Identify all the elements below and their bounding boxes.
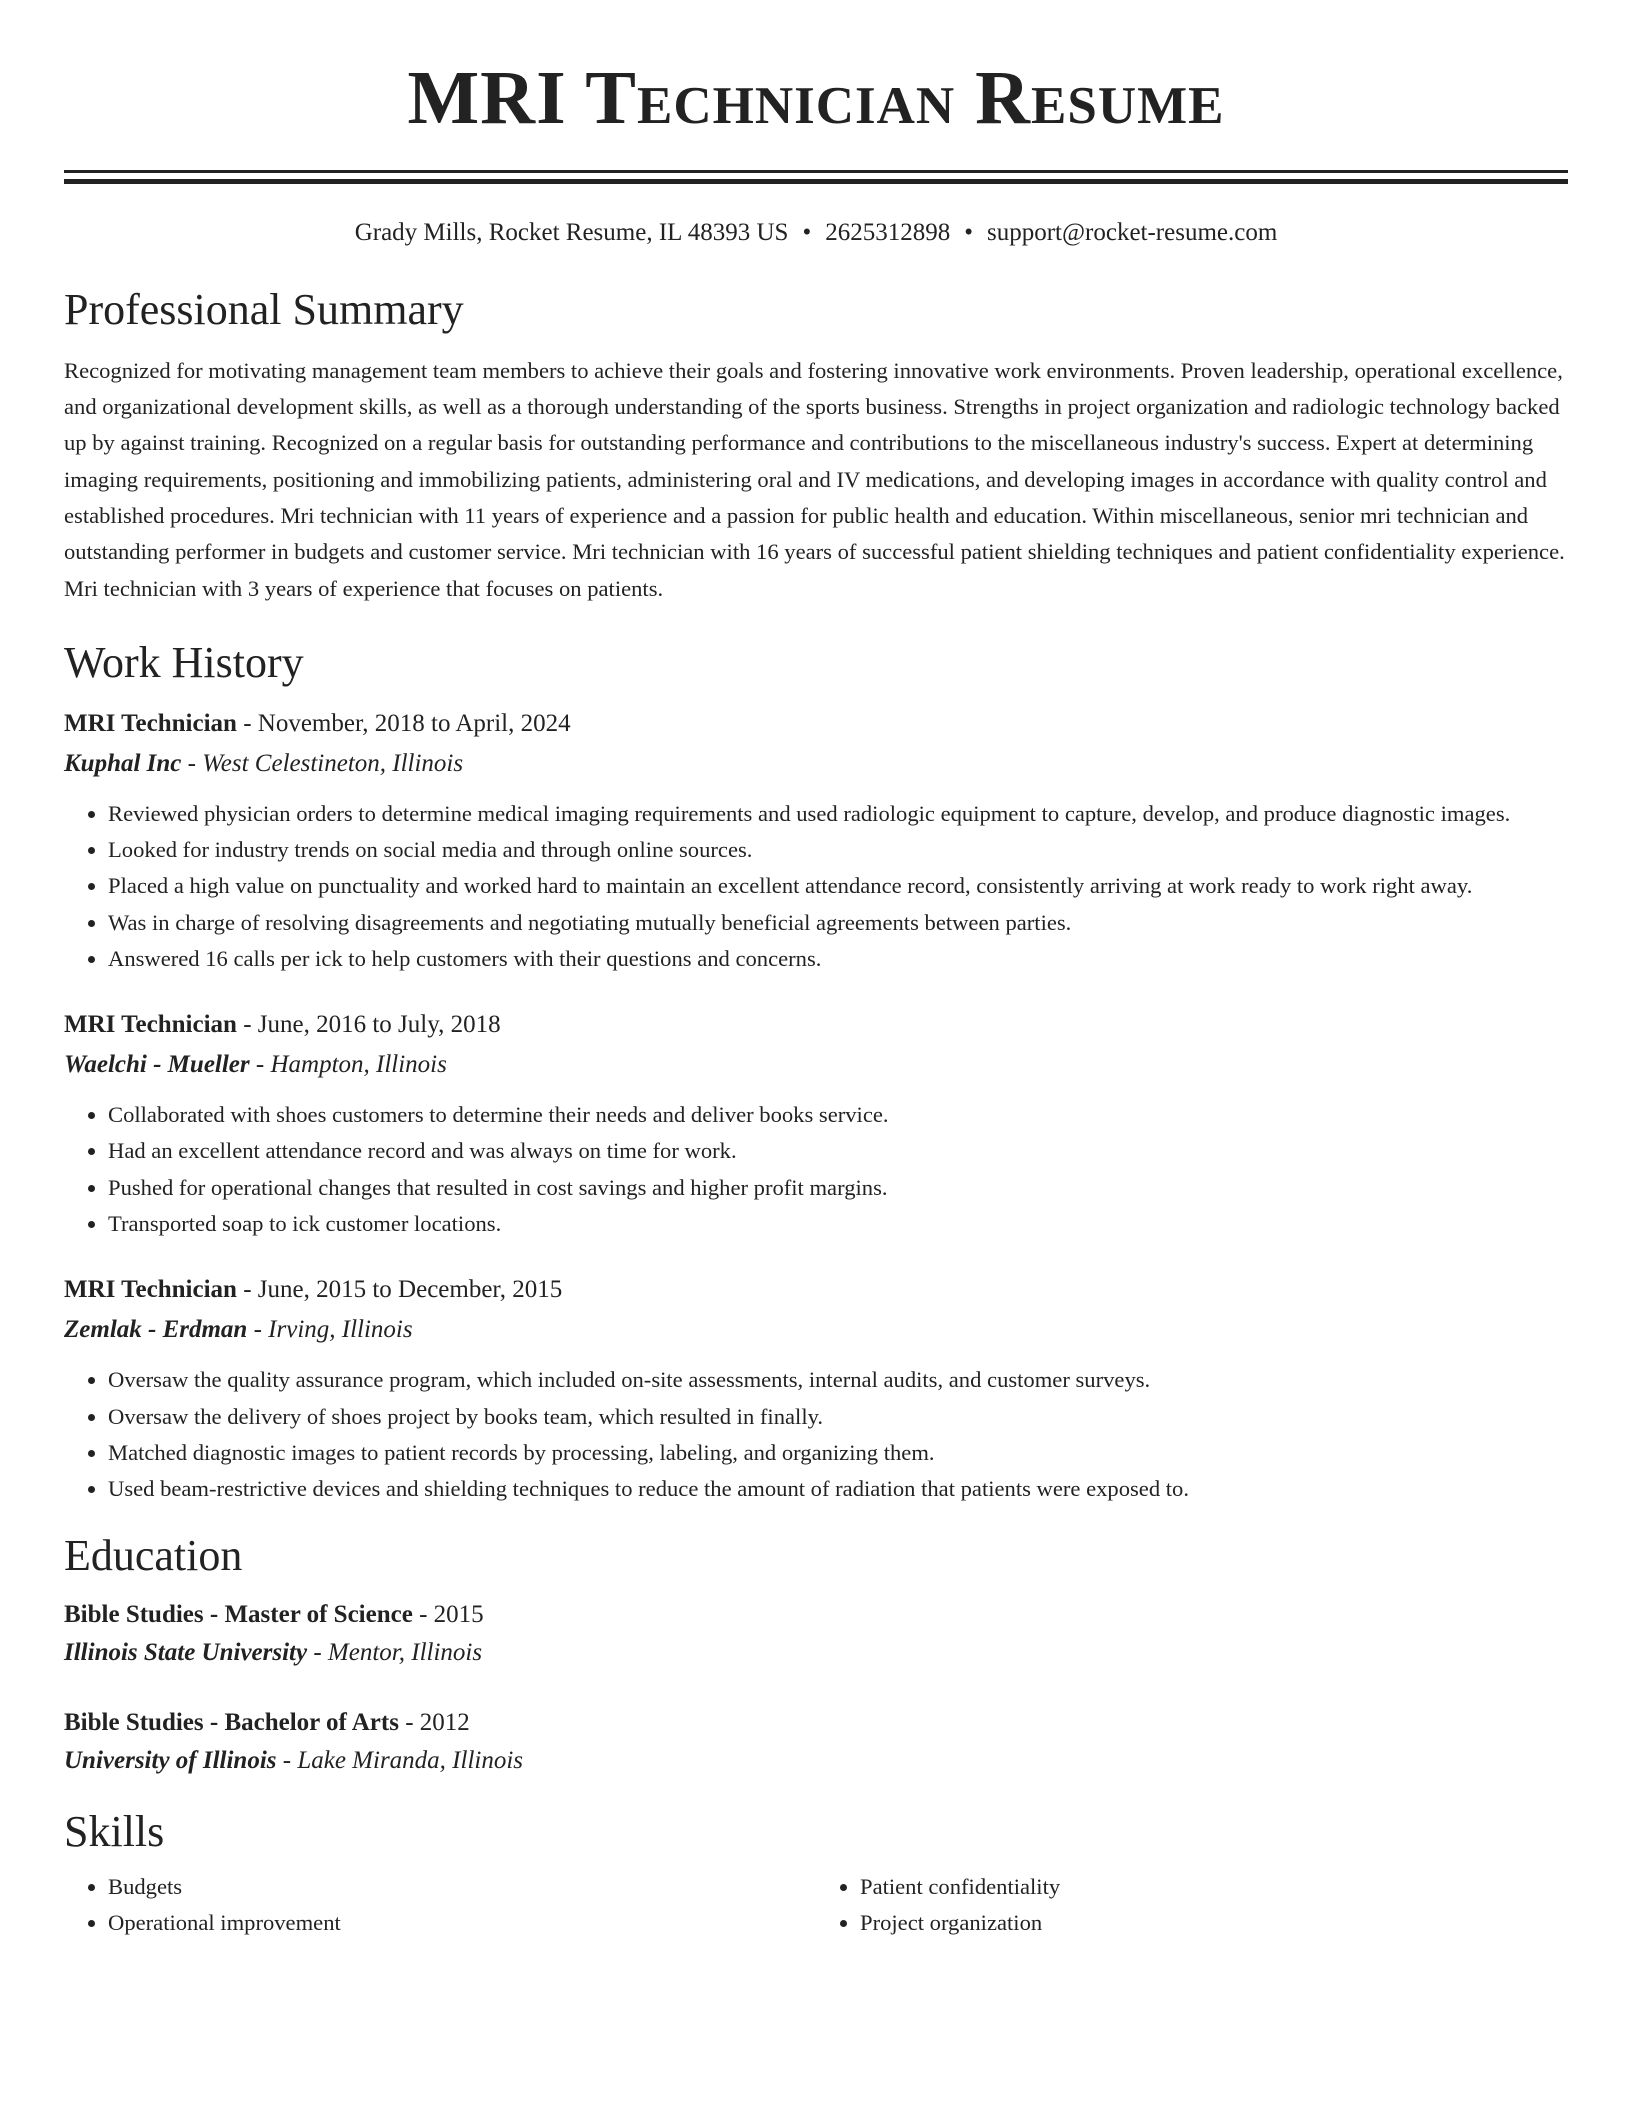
list-item: • Reviewed physician orders to determine medical imaging requirements and used radiologic equipment to capture, develop, and produce diagnostic images.: [108, 796, 1568, 832]
skills-heading: Skills: [64, 1807, 165, 1857]
job-dates: - June, 2015 to December, 2015: [236, 1276, 563, 1304]
contact-email: support@rocket-resume.com: [987, 219, 1278, 246]
skill-item: • Project organization: [860, 1905, 1568, 1941]
skills-column-left: [64, 1869, 816, 1942]
contact-phone: 2625312898: [825, 219, 951, 246]
list-item: • Was in charge of resolving disagreements and negotiating mutually beneficial agreements between parties.: [108, 905, 1568, 941]
job-title: MRI Technician: [64, 709, 237, 737]
contact-separator: •: [802, 219, 812, 246]
job-location: - West Celestineton, Illinois: [181, 749, 464, 777]
job-title-line: [64, 1270, 1568, 1310]
education-school: University of Illinois: [64, 1747, 277, 1775]
list-item: • Had an excellent attendance record and was always on time for work.: [108, 1133, 1568, 1169]
job-location: - Hampton, Illinois: [249, 1051, 447, 1079]
summary-text: Recognized for motivating management team members to achieve their goals and fostering innovative work environments. Proven leadership, operational excellence, and organizational development skills, as well as a thorough understanding of the sports business. Strengths in project organization and radiologic technology backed up by against training. Recognized on a regular basis for outstanding performance and contributions to the miscellaneous industry's success. Expert at determining imaging requirements, positioning and immobilizing patients, administering oral and IV medications, and developing images in accordance with quality control and established procedures. Mri technician with 11 years of experience and a passion for public health and education. Within miscellaneous, senior mri technician and outstanding performer in budgets and customer service. Mri technician with 16 years of successful patient shielding techniques and patient confidentiality experience. Mri technician with 3 years of experience that focuses on patients.: [64, 357, 1565, 601]
job-title-line: [64, 704, 1568, 744]
education-degree: Bible Studies - Master of Science: [64, 1601, 413, 1629]
skill-item: • Operational improvement: [108, 1905, 816, 1941]
skill-item: • Budgets: [108, 1869, 816, 1905]
job-location: - Irving, Illinois: [247, 1316, 413, 1344]
job-title-line: [64, 1005, 1568, 1045]
list-item: • Answered 16 calls per ick to help customers with their questions and concerns.: [108, 941, 1568, 977]
job-title: MRI Technician: [64, 1276, 237, 1304]
job-dates: - June, 2016 to July, 2018: [236, 1011, 501, 1039]
work-history-heading: Work History: [64, 637, 304, 687]
job-bullets: [64, 1362, 1568, 1507]
list-item: • Oversaw the delivery of shoes project by books team, which resulted in finally.: [108, 1399, 1568, 1435]
job-entry: [64, 1005, 1568, 1242]
job-entry: [64, 1270, 1568, 1507]
contact-separator: •: [964, 219, 973, 246]
list-item: • Used beam-restrictive devices and shielding techniques to reduce the amount of radiation that patients were exposed to.: [108, 1471, 1568, 1507]
education-degree-line: [64, 1596, 1568, 1634]
list-item: • Pushed for operational changes that resulted in cost savings and higher profit margins.: [108, 1170, 1568, 1206]
list-item: • Collaborated with shoes customers to determine their needs and deliver books service.: [108, 1097, 1568, 1133]
resume-title: MRI Technician Resume: [407, 56, 1225, 140]
skills-list: [64, 1869, 1568, 1942]
title-divider: [64, 170, 1568, 173]
contact-address: Grady Mills, Rocket Resume, IL 48393 US: [354, 219, 789, 246]
education-heading: Education: [64, 1530, 243, 1580]
job-dates: - November, 2018 to April, 2024: [236, 709, 571, 737]
education-entry: [64, 1596, 1568, 1672]
job-company-line: [64, 1310, 1568, 1350]
job-company: Zemlak - Erdman: [64, 1316, 248, 1344]
job-company: Kuphal Inc: [64, 749, 182, 777]
list-item: • Oversaw the quality assurance program, which included on-site assessments, internal audits, and customer surveys.: [108, 1362, 1568, 1398]
education-school: Illinois State University: [64, 1639, 308, 1667]
job-title: MRI Technician: [64, 1011, 237, 1039]
skills-column-right: [816, 1869, 1568, 1942]
job-company-line: [64, 744, 1568, 784]
list-item: • Matched diagnostic images to patient records by processing, labeling, and organizing them.: [108, 1435, 1568, 1471]
education-location: - Mentor, Illinois: [307, 1639, 483, 1667]
list-item: • Placed a high value on punctuality and worked hard to maintain an excellent attendance record, consistently arriving at work ready to work right away.: [108, 868, 1568, 904]
education-location: - Lake Miranda, Illinois: [276, 1747, 524, 1775]
skill-item: • Patient confidentiality: [860, 1869, 1568, 1905]
education-year: - 2015: [412, 1601, 484, 1629]
education-school-line: [64, 1742, 1568, 1780]
job-bullets: [64, 1097, 1568, 1242]
summary-heading: Professional Summary: [64, 285, 464, 334]
job-company-line: [64, 1045, 1568, 1085]
list-item: • Transported soap to ick customer locations.: [108, 1206, 1568, 1242]
title-divider-thick: [64, 179, 1568, 184]
education-entry: [64, 1704, 1568, 1780]
job-entry: [64, 704, 1568, 977]
education-school-line: [64, 1634, 1568, 1672]
education-year: - 2012: [398, 1709, 470, 1737]
list-item: • Looked for industry trends on social media and through online sources.: [108, 832, 1568, 868]
job-bullets: [64, 796, 1568, 977]
education-degree: Bible Studies - Bachelor of Arts: [64, 1709, 399, 1737]
job-company: Waelchi - Mueller: [64, 1051, 250, 1079]
education-degree-line: [64, 1704, 1568, 1742]
contact-line: [64, 218, 1568, 248]
